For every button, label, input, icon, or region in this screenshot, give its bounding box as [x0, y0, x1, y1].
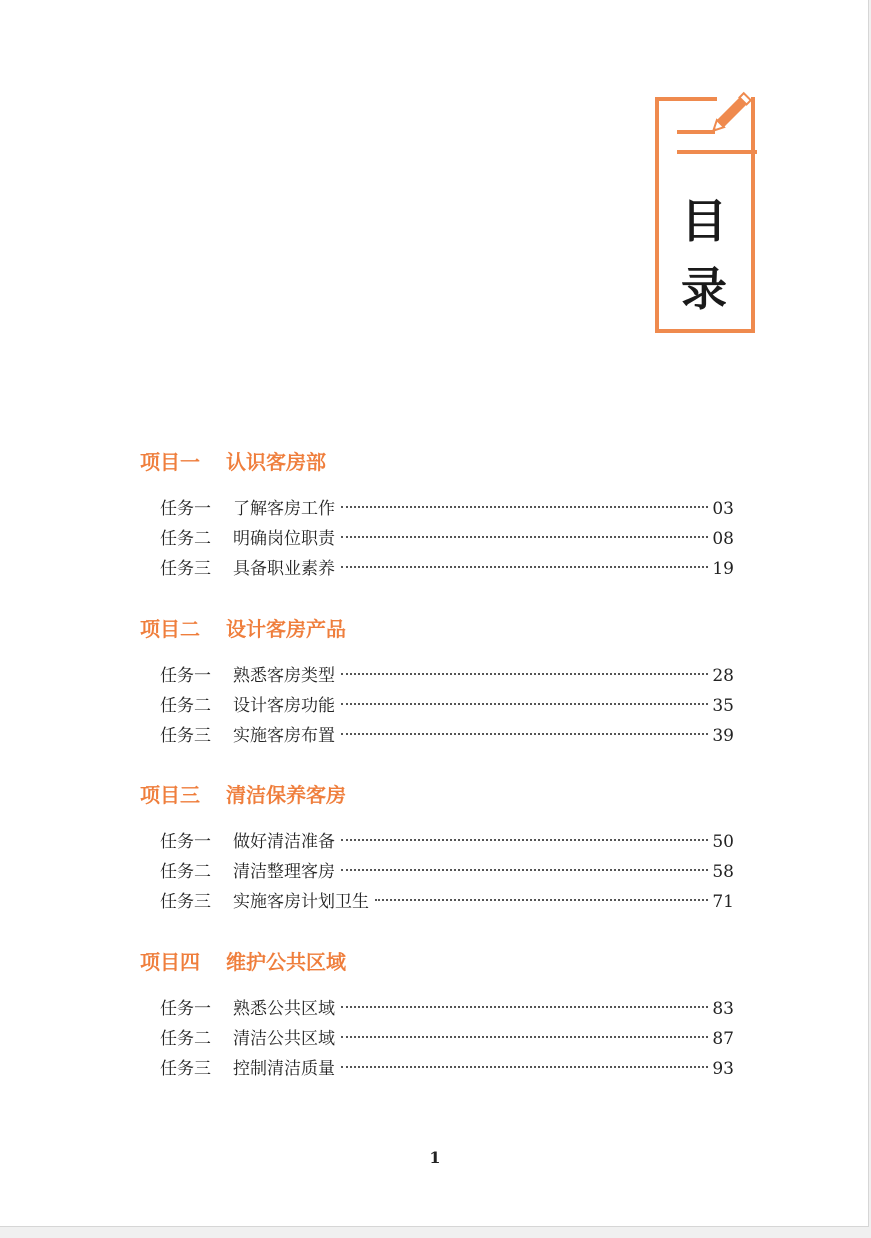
section-name: 维护公共区域 — [226, 950, 346, 974]
toc-entry[interactable] — [140, 661, 734, 691]
entry-title: 清洁公共区域 — [233, 1029, 335, 1049]
task-number: 任务一 — [160, 832, 211, 852]
entry-title: 了解客房工作 — [233, 499, 335, 519]
title-char-2: 录 — [681, 262, 727, 316]
section-number: 项目二 — [140, 617, 200, 641]
dot-leader — [341, 1036, 708, 1038]
title-char-1: 目 — [681, 194, 727, 248]
dot-leader — [341, 733, 708, 735]
toc-entry[interactable] — [140, 887, 734, 917]
entry-title: 熟悉客房类型 — [233, 666, 335, 686]
task-number: 任务三 — [160, 1059, 211, 1079]
entry-title: 熟悉公共区域 — [233, 999, 335, 1019]
entry-title: 清洁整理客房 — [233, 862, 335, 882]
entry-title: 具备职业素养 — [233, 559, 335, 579]
section-heading[interactable] — [140, 947, 740, 977]
task-number: 任务二 — [160, 529, 211, 549]
toc-section-2 — [140, 614, 740, 751]
entry-page-number: 35 — [712, 696, 734, 716]
entry-title: 做好清洁准备 — [233, 832, 335, 852]
section-number: 项目三 — [140, 783, 200, 807]
task-number: 任务一 — [160, 499, 211, 519]
dot-leader — [341, 673, 708, 675]
section-name: 清洁保养客房 — [226, 783, 346, 807]
dot-leader — [341, 869, 708, 871]
entry-title: 设计客房功能 — [233, 696, 335, 716]
section-heading[interactable] — [140, 614, 740, 644]
pencil-icon — [700, 82, 762, 144]
dot-leader — [341, 703, 708, 705]
dot-leader — [341, 1006, 708, 1008]
entry-title: 实施客房布置 — [233, 726, 335, 746]
entry-page-number: 28 — [712, 666, 734, 686]
entry-page-number: 87 — [712, 1029, 734, 1049]
task-number: 任务一 — [160, 666, 211, 686]
toc-entry[interactable] — [140, 827, 734, 857]
dot-leader — [375, 899, 708, 901]
toc-entry[interactable] — [140, 494, 734, 524]
task-number: 任务三 — [160, 892, 211, 912]
task-number: 任务三 — [160, 726, 211, 746]
toc-section-4 — [140, 947, 740, 1084]
dot-leader — [341, 536, 708, 538]
entry-page-number: 03 — [712, 499, 734, 519]
frame-dash-long — [677, 150, 757, 154]
toc-entry[interactable] — [140, 1054, 734, 1084]
entry-page-number: 71 — [712, 892, 734, 912]
toc-entry[interactable] — [140, 857, 734, 887]
toc-entry[interactable] — [140, 524, 734, 554]
task-number: 任务二 — [160, 696, 211, 716]
entry-page-number: 83 — [712, 999, 734, 1019]
section-name: 认识客房部 — [226, 450, 326, 474]
task-number: 任务三 — [160, 559, 211, 579]
section-heading[interactable] — [140, 447, 740, 477]
task-number: 任务二 — [160, 1029, 211, 1049]
entry-page-number: 08 — [712, 529, 734, 549]
toc-entry[interactable] — [140, 691, 734, 721]
entry-page-number: 39 — [712, 726, 734, 746]
toc-entry[interactable] — [140, 721, 734, 751]
section-name: 设计客房产品 — [226, 617, 346, 641]
dot-leader — [341, 506, 708, 508]
toc-section-1 — [140, 447, 740, 584]
dot-leader — [341, 1066, 708, 1068]
section-number: 项目四 — [140, 950, 200, 974]
page-number: 1 — [429, 1148, 441, 1167]
entry-page-number: 50 — [712, 832, 734, 852]
section-heading[interactable] — [140, 780, 740, 810]
section-number: 项目一 — [140, 450, 200, 474]
entry-title: 明确岗位职责 — [233, 529, 335, 549]
toc-entry[interactable] — [140, 1024, 734, 1054]
entry-page-number: 58 — [712, 862, 734, 882]
entry-page-number: 19 — [712, 559, 734, 579]
toc-section-3 — [140, 780, 740, 917]
dot-leader — [341, 566, 708, 568]
task-number: 任务二 — [160, 862, 211, 882]
entry-title: 控制清洁质量 — [233, 1059, 335, 1079]
dot-leader — [341, 839, 708, 841]
task-number: 任务一 — [160, 999, 211, 1019]
entry-title: 实施客房计划卫生 — [233, 892, 369, 912]
entry-page-number: 93 — [712, 1059, 734, 1079]
toc-entry[interactable] — [140, 994, 734, 1024]
toc-entry[interactable] — [140, 554, 734, 584]
